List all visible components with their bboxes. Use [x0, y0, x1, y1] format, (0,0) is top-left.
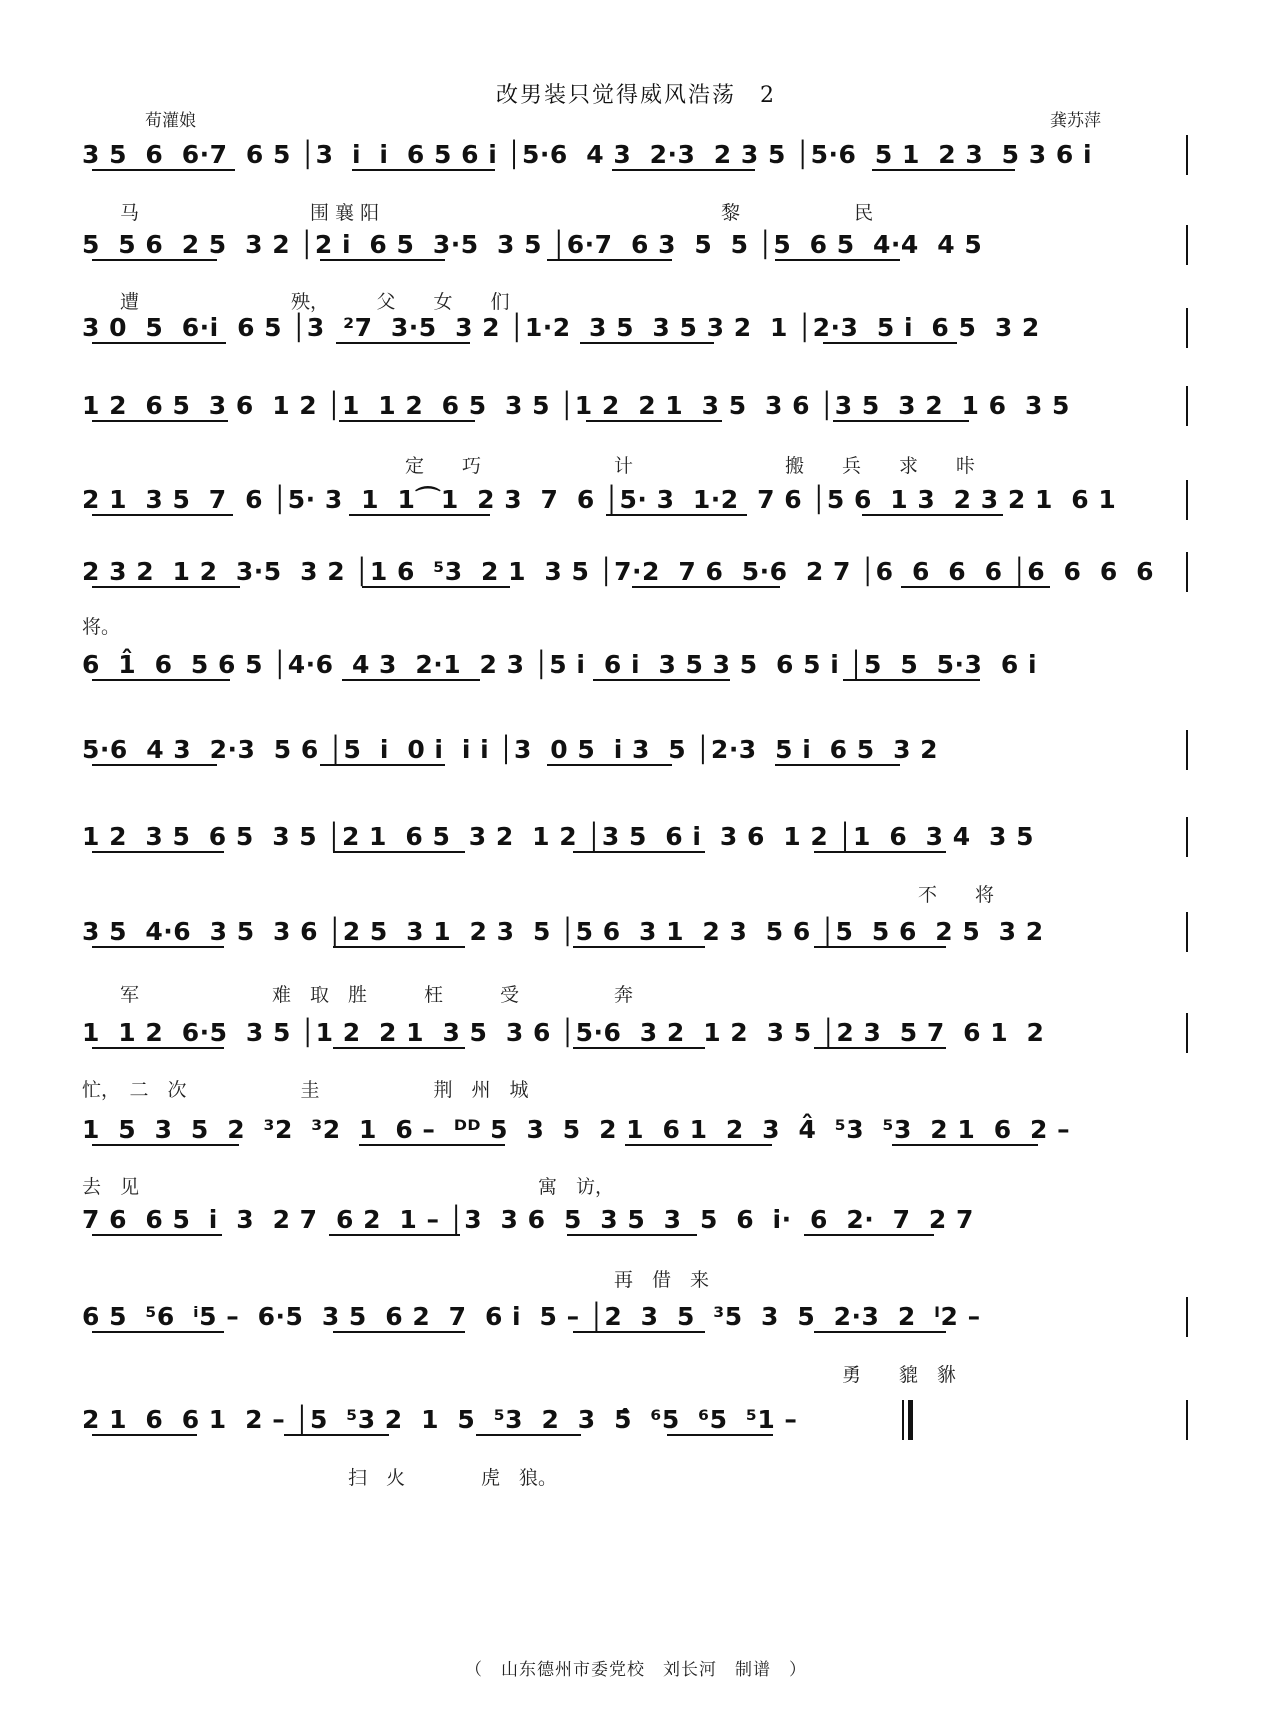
lyric-line: 忙， 二 次 圭 荆 州 城	[82, 1079, 529, 1101]
beam-underline	[625, 1144, 772, 1146]
lyric-line: 定 巧 计 搬 兵 求 咔	[82, 455, 976, 477]
beam-underline	[92, 1434, 197, 1436]
beam-underline	[352, 169, 495, 171]
notation-text: 2 3 2 1 2 3·5 3 2 │1 6 ⁵3 2 1 3 5 │7·2 7 6 5·6 2 7 │6 6 6 6 │6 6 6 6	[82, 557, 1155, 586]
beam-underline	[339, 420, 475, 422]
bar-line	[1186, 730, 1188, 770]
bar-line	[1186, 1297, 1188, 1337]
beam-underline	[359, 1144, 506, 1146]
beam-underline	[547, 764, 672, 766]
beam-underline	[872, 169, 1015, 171]
beam-underline	[804, 1234, 934, 1236]
beam-underline	[349, 514, 490, 516]
lyric-line: 马 围 襄 阳 黎 民	[82, 202, 874, 224]
beam-underline	[586, 420, 722, 422]
final-barline	[902, 1400, 914, 1440]
notation-text: 5·6 4 3 2·3 5 6 │5 i 0 i i i │3 0 5 i 3 5 │2·3 5 i 6 5 3 2	[82, 735, 939, 764]
beam-underline	[833, 420, 969, 422]
bar-line	[1186, 225, 1188, 265]
lyric-line: 扫 火 虎 狼。	[82, 1467, 558, 1489]
beam-underline	[814, 851, 946, 853]
lyric-line: 军 难 取 胜 枉 受 奔	[82, 984, 634, 1006]
beam-underline	[476, 1434, 581, 1436]
beam-underline	[333, 1047, 465, 1049]
footer-credit: （ 山东德州市委党校 刘长河 制谱 ）	[465, 1660, 807, 1680]
notation-text: 5 5 6 2 5 3 2 │2 i 6 5 3·5 3 5 │6·7 6 3 5 5 │5 6 5 4·4 4 5	[82, 230, 983, 259]
staff-line	[82, 386, 1192, 426]
beam-underline	[336, 342, 470, 344]
beam-underline	[92, 946, 224, 948]
staff-line	[82, 645, 1192, 685]
notation-text: 3 5 6 6·7 6 5 │3 i i 6 5 6 i │5·6 4 3 2·3 2 3 5 │5·6 5 1 2 3 5 3 6 i	[82, 140, 1093, 169]
notation-text: 3 5 4·6 3 5 3 6 │2 5 3 1 2 3 5 │5 6 3 1 2 3 5 6 │5 5 6 2 5 3 2	[82, 917, 1044, 946]
staff-line	[82, 1110, 1192, 1150]
staff-line	[82, 912, 1192, 952]
bar-line	[1186, 135, 1188, 175]
notation-text: 6 1̂ 6 5 6 5 │4·6 4 3 2·1 2 3 │5 i 6 i 3 5 3 5 6 5 i │5 5 5·3 6 i	[82, 650, 1038, 679]
lyric-line: 遭 殃， 父 女 们	[82, 291, 510, 313]
beam-underline	[593, 679, 731, 681]
beam-underline	[320, 764, 445, 766]
lyric-line: 不 将	[82, 884, 995, 906]
notation-text: 1 2 3 5 6 5 3 5 │2 1 6 5 3 2 1 2 │3 5 6 i 3 6 1 2 │1 6 3 4 3 5	[82, 822, 1035, 851]
notation-text: 1 5 3 5 2 ³2 ³2 1 6 – ᴰᴰ 5 3 5 2 1 6 1 2 3 4̂ ⁵3 ⁵3 2 1 6 2 –	[82, 1115, 1071, 1144]
beam-underline	[92, 342, 226, 344]
beam-underline	[892, 1144, 1039, 1146]
beam-underline	[342, 679, 480, 681]
lyric-line: 再 借 来	[82, 1269, 710, 1291]
beam-underline	[573, 851, 705, 853]
beam-underline	[573, 1047, 705, 1049]
staff-line	[82, 1400, 1192, 1440]
beam-underline	[92, 679, 230, 681]
bar-line	[1186, 912, 1188, 952]
beam-underline	[92, 259, 217, 261]
beam-underline	[632, 586, 780, 588]
beam-underline	[667, 1434, 772, 1436]
bar-line	[1186, 817, 1188, 857]
page-title: 改男装只觉得威风浩荡 2	[496, 83, 776, 108]
staff-line	[82, 1200, 1192, 1240]
beam-underline	[547, 259, 672, 261]
lyric-line: 勇 貔 貅	[82, 1364, 957, 1386]
beam-underline	[333, 946, 465, 948]
notation-text: 7 6 6 5 i 3 2 7 6 2 1 – │3 3 6 5 3 5 3 5 6 i· 6 2· 7 2 7	[82, 1205, 974, 1234]
lyric-line: 将。	[82, 616, 121, 638]
staff-line	[82, 1297, 1192, 1337]
beam-underline	[901, 586, 1049, 588]
beam-underline	[862, 514, 1003, 516]
beam-underline	[362, 586, 510, 588]
staff-line	[82, 552, 1192, 592]
bar-line	[1186, 552, 1188, 592]
staff-line	[82, 135, 1192, 175]
beam-underline	[320, 259, 445, 261]
beam-underline	[606, 514, 747, 516]
beam-underline	[333, 851, 465, 853]
beam-underline	[573, 1331, 705, 1333]
bar-line	[1186, 1400, 1188, 1440]
beam-underline	[92, 169, 235, 171]
credit-left: 荀灌娘	[145, 111, 196, 131]
beam-underline	[814, 1047, 946, 1049]
beam-underline	[333, 1331, 465, 1333]
beam-underline	[567, 1234, 697, 1236]
beam-underline	[92, 1144, 239, 1146]
beam-underline	[92, 851, 224, 853]
beam-underline	[823, 342, 957, 344]
beam-underline	[92, 1331, 224, 1333]
beam-underline	[814, 1331, 946, 1333]
beam-underline	[92, 764, 217, 766]
notation-text: 2 1 6 6 1 2 – │5 ⁵3 2 1 5 ⁵3 2 3 5̂ ⁶5 ⁶5 ⁵1 –	[82, 1405, 798, 1434]
bar-line	[1186, 386, 1188, 426]
beam-underline	[92, 1234, 222, 1236]
bar-line	[1186, 308, 1188, 348]
beam-underline	[92, 514, 233, 516]
beam-underline	[92, 1047, 224, 1049]
bar-line	[1186, 480, 1188, 520]
notation-text: 1 2 6 5 3 6 1 2 │1 1 2 6 5 3 5 │1 2 2 1 3 5 3 6 │3 5 3 2 1 6 3 5	[82, 391, 1070, 420]
notation-text: 3 0 5 6·i 6 5 │3 ²7 3·5 3 2 │1·2 3 5 3 5 3 2 1 │2·3 5 i 6 5 3 2	[82, 313, 1040, 342]
staff-line	[82, 225, 1192, 265]
beam-underline	[843, 679, 981, 681]
beam-underline	[814, 946, 946, 948]
staff-line	[82, 1013, 1192, 1053]
beam-underline	[284, 1434, 389, 1436]
credit-right: 龚苏萍	[1050, 111, 1101, 131]
beam-underline	[329, 1234, 459, 1236]
beam-underline	[92, 420, 228, 422]
notation-text: 2 1 3 5 7 6 │5· 3 1 1⌒1 2 3 7 6 │5· 3 1·2 7 6 │5 6 1 3 2 3 2 1 6 1	[82, 485, 1117, 514]
staff-line	[82, 730, 1192, 770]
bar-line	[1186, 1013, 1188, 1053]
beam-underline	[92, 586, 240, 588]
beam-underline	[775, 259, 900, 261]
beam-underline	[612, 169, 755, 171]
staff-line	[82, 817, 1192, 857]
beam-underline	[580, 342, 714, 344]
lyric-line: 去 见 寓 访，	[82, 1176, 615, 1198]
notation-text: 1 1 2 6·5 3 5 │1 2 2 1 3 5 3 6 │5·6 3 2 1 2 3 5 │2 3 5 7 6 1 2	[82, 1018, 1045, 1047]
notation-text: 6 5 ⁵6 ⁱ5 – 6·5 3 5 6 2 7 6 i 5 – │2 3 5 ³5 3 5 2·3 2 ᴵ2 –	[82, 1302, 981, 1331]
beam-underline	[775, 764, 900, 766]
beam-underline	[573, 946, 705, 948]
staff-line	[82, 308, 1192, 348]
staff-line	[82, 480, 1192, 520]
